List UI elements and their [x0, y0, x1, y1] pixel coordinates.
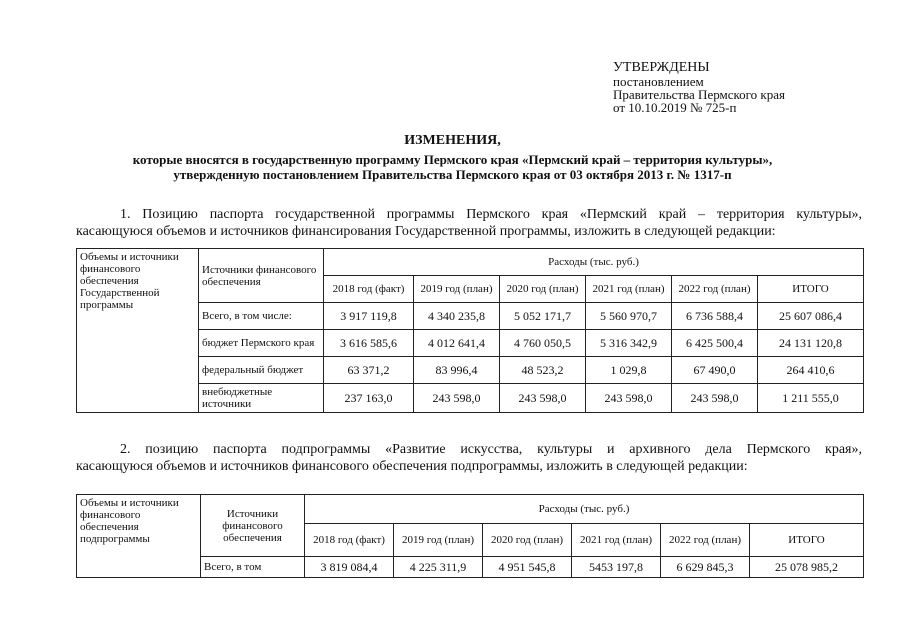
table1-col-header: 2020 год (план): [500, 276, 586, 303]
table1-value-cell: 6 425 500,4: [672, 330, 758, 357]
paragraph-1-first-line: 1. Позицию паспорта государственной программы Пермского края «Пермский край – территория культуры»,: [120, 207, 862, 222]
table1-value-cell: 25 607 086,4: [758, 303, 864, 330]
table1-col-header: ИТОГО: [758, 276, 864, 303]
table1-value-cell: 24 131 120,8: [758, 330, 864, 357]
table1-value-cell: 3 917 119,8: [324, 303, 414, 330]
table2-value-cell: 4 225 311,9: [394, 557, 483, 578]
table1-col-header: 2022 год (план): [672, 276, 758, 303]
table1-source-cell: федеральный бюджет: [199, 357, 324, 384]
approval-line-2: Правительства Пермского края: [613, 87, 785, 102]
table1-value-cell: 83 996,4: [414, 357, 500, 384]
table1-value-cell: 243 598,0: [672, 384, 758, 413]
table2-value-cell: 6 629 845,3: [661, 557, 750, 578]
approval-line-1: постановлением: [613, 74, 704, 89]
document-title: ИЗМЕНЕНИЯ,: [404, 133, 501, 148]
table2-col-header: 2018 год (факт): [305, 524, 394, 557]
table2-sources-header: Источники финансового обеспечения: [201, 495, 305, 557]
table1-value-cell: 4 012 641,4: [414, 330, 500, 357]
table2-expenses-header: Расходы (тыс. руб.): [305, 495, 864, 524]
funding-table-program: [76, 248, 864, 413]
table1-value-cell: 5 052 171,7: [500, 303, 586, 330]
approval-block: [613, 60, 873, 114]
table1-value-cell: 237 163,0: [324, 384, 414, 413]
table1-col-header: 2019 год (план): [414, 276, 500, 303]
table1-value-cell: 243 598,0: [500, 384, 586, 413]
table1-value-cell: 264 410,6: [758, 357, 864, 384]
table2-value-cell: 5453 197,8: [572, 557, 661, 578]
table1-value-cell: 63 371,2: [324, 357, 414, 384]
table1-value-cell: 1 029,8: [586, 357, 672, 384]
table1-value-cell: 243 598,0: [414, 384, 500, 413]
table2-col-header: 2021 год (план): [572, 524, 661, 557]
paragraph-2: [76, 441, 862, 475]
document-subtitle: [0, 152, 905, 182]
table1-value-cell: 5 316 342,9: [586, 330, 672, 357]
table1-value-cell: 48 523,2: [500, 357, 586, 384]
table1-value-cell: 5 560 970,7: [586, 303, 672, 330]
subtitle-line-2: утвержденную постановлением Правительства Пермского края от 03 октября 2013 г. № 1317-п: [173, 167, 732, 182]
paragraph-2-rest: касающуюся объемов и источников финансового обеспечения подпрограммы, изложить в следующей редакции:: [76, 459, 748, 474]
subtitle-line-1: которые вносятся в государственную программу Пермского края «Пермский край – территория культуры»,: [132, 152, 773, 167]
table1-expenses-header: Расходы (тыс. руб.): [324, 249, 864, 276]
table1-col-header: 2021 год (план): [586, 276, 672, 303]
paragraph-1: [76, 206, 862, 240]
table1-value-cell: 6 736 588,4: [672, 303, 758, 330]
table1-source-cell: бюджет Пермского края: [199, 330, 324, 357]
table1-source-cell: внебюджетные источники: [199, 384, 324, 413]
table1-value-cell: 243 598,0: [586, 384, 672, 413]
paragraph-1-rest: касающуюся объемов и источников финансирования Государственной программы, изложить в следующей редакции:: [76, 224, 776, 239]
table2-col-header: 2019 год (план): [394, 524, 483, 557]
table1-label-cell: Объемы и источники финансового обеспечения Государственной программы: [77, 249, 199, 413]
table1-value-cell: 4 340 235,8: [414, 303, 500, 330]
approval-heading: УТВЕРЖДЕНЫ: [613, 60, 710, 75]
approval-line-3: от 10.10.2019 № 725-п: [613, 100, 737, 115]
table1-value-cell: 4 760 050,5: [500, 330, 586, 357]
table2-source-cell: Всего, в том: [201, 557, 305, 578]
table2-value-cell: 25 078 985,2: [750, 557, 864, 578]
table2-col-header: 2022 год (план): [661, 524, 750, 557]
table1-value-cell: 67 490,0: [672, 357, 758, 384]
table2-label-cell: Объемы и источники финансового обеспечения подпрограммы: [77, 495, 201, 578]
paragraph-2-first-line: 2. позицию паспорта подпрограммы «Развитие искусства, культуры и архивного дела Пермского края»,: [120, 442, 862, 457]
table2-col-header: ИТОГО: [750, 524, 864, 557]
table2-value-cell: 3 819 084,4: [305, 557, 394, 578]
table1-value-cell: 1 211 555,0: [758, 384, 864, 413]
table2-value-cell: 4 951 545,8: [483, 557, 572, 578]
table2-col-header: 2020 год (план): [483, 524, 572, 557]
funding-table-subprogram: [76, 494, 864, 578]
table1-value-cell: 3 616 585,6: [324, 330, 414, 357]
table1-sources-header: Источники финансового обеспечения: [199, 249, 324, 303]
table1-col-header: 2018 год (факт): [324, 276, 414, 303]
table1-source-cell: Всего, в том числе:: [199, 303, 324, 330]
